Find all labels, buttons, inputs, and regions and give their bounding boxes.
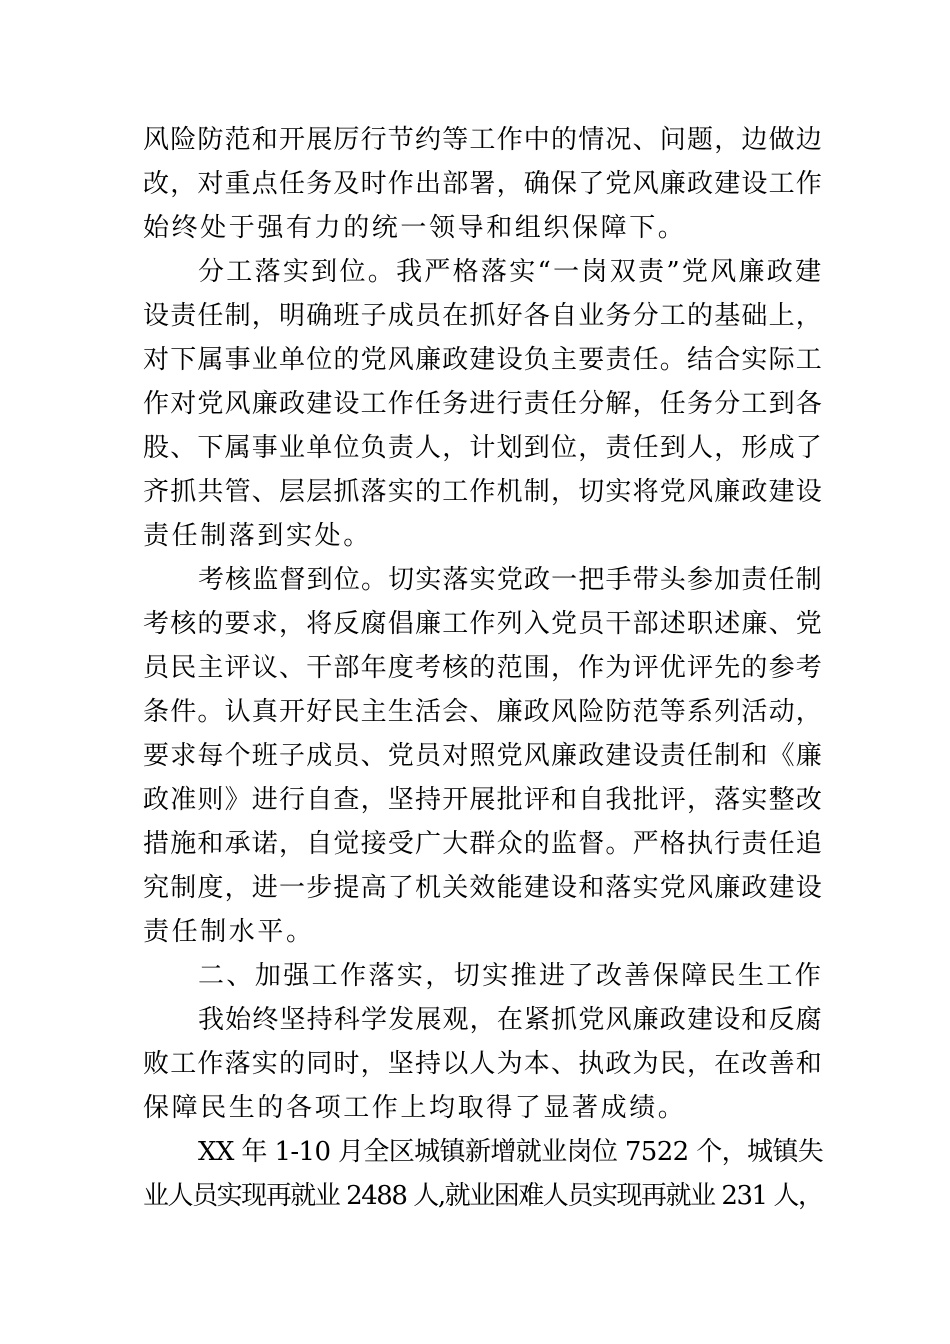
text-line: 股、下属事业单位负责人，计划到位，责任到人，形成了 — [143, 433, 824, 463]
text-line: 业人员实现再就业 2488 人,就业困难人员实现再就业 231 人， — [143, 1181, 823, 1211]
text-line: 始终处于强有力的统一领导和组织保障下。 — [143, 213, 687, 243]
text-line: 究制度，进一步提高了机关效能建设和落实党风廉政建设 — [143, 873, 824, 903]
text-line: 改，对重点任务及时作出部署，确保了党风廉政建设工作 — [143, 169, 824, 199]
text-line: 风险防范和开展厉行节约等工作中的情况、问题，边做边 — [143, 125, 824, 155]
text-line: 责任制水平。 — [143, 917, 315, 947]
text-line: 设责任制，明确班子成员在抓好各自业务分工的基础上， — [143, 301, 824, 331]
paragraph-start-line: 我始终坚持科学发展观，在紧抓党风廉政建设和反腐 — [198, 1005, 823, 1035]
text-line: 要求每个班子成员、党员对照党风廉政建设责任制和《廉 — [143, 741, 824, 771]
text-line: 齐抓共管、层层抓落实的工作机制，切实将党风廉政建设 — [143, 477, 824, 507]
text-line: 败工作落实的同时，坚持以人为本、执政为民，在改善和 — [143, 1049, 824, 1079]
text-line: 对下属事业单位的党风廉政建设负主要责任。结合实际工 — [143, 345, 824, 375]
text-line: 保障民生的各项工作上均取得了显著成绩。 — [143, 1093, 687, 1123]
text-line: 作对党风廉政建设工作任务进行责任分解，任务分工到各 — [143, 389, 824, 419]
text-line: 条件。认真开好民主生活会、廉政风险防范等系列活动， — [143, 697, 824, 727]
text-line: 员民主评议、干部年度考核的范围，作为评优评先的参考 — [143, 653, 824, 683]
text-line: 政准则》进行自查，坚持开展批评和自我批评，落实整改 — [143, 785, 824, 815]
section-heading: 二、加强工作落实，切实推进了改善保障民生工作 — [198, 961, 824, 991]
text-line: 责任制落到实处。 — [143, 521, 372, 551]
paragraph-start-line: 分工落实到位。我严格落实“一岗双责”党风廉政建 — [198, 257, 824, 287]
paragraph-start-line: 考核监督到位。切实落实党政一把手带头参加责任制 — [198, 565, 823, 595]
paragraph-start-line: XX 年 1-10 月全区城镇新增就业岗位 7522 个，城镇失 — [198, 1137, 824, 1167]
text-line: 措施和承诺，自觉接受广大群众的监督。严格执行责任追 — [143, 829, 824, 859]
text-line: 考核的要求，将反腐倡廉工作列入党员干部述职述廉、党 — [143, 609, 824, 639]
